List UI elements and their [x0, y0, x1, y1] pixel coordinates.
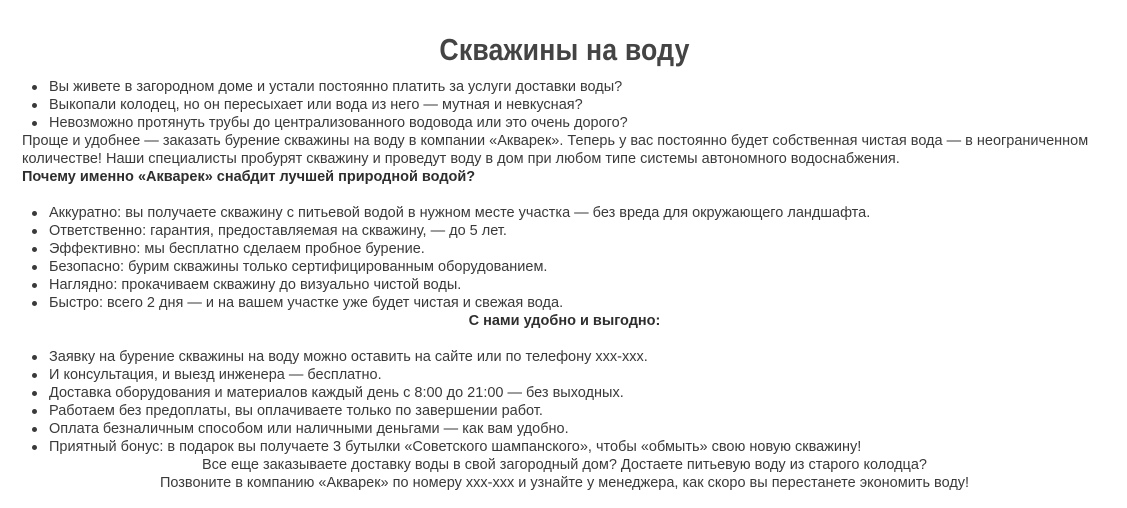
convenient-heading: С нами удобно и выгодно: [468, 313, 661, 329]
list-item: Выкопали колодец, но он пересыхает или вода из него — мутная и невкусная? [49, 96, 1107, 114]
list-item: Доставка оборудования и материалов каждый день с 8:00 до 21:00 — без выходных. [49, 384, 1107, 402]
list-item: Оплата безналичным способом или наличными деньгами — как вам удобно. [49, 420, 1107, 438]
list-item: Аккуратно: вы получаете скважину с питьевой водой в нужном месте участка — без вреда для окружающего ландшафта. [49, 204, 1107, 222]
intro-list [22, 78, 1107, 132]
page-title: Скважины на воду [439, 32, 690, 67]
list-item: Ответственно: гарантия, предоставляемая на скважину, — до 5 лет. [49, 222, 1107, 240]
convenient-list [22, 348, 1107, 456]
list-item: Безопасно: бурим скважины только сертифицированным оборудованием. [49, 258, 1107, 276]
why-heading: Почему именно «Акварек» снабдит лучшей природной водой? [22, 169, 476, 185]
list-item: Приятный бонус: в подарок вы получаете 3 бутылки «Советского шампанского», чтобы «обмыть» свою новую скважину! [49, 438, 1107, 456]
intro-paragraph: Проще и удобнее — заказать бурение скважины на воду в компании «Акварек». Теперь у вас постоянно будет собственная чистая вода — в неограниченном количестве! Наши специалисты пробурят скважину и проведут воду в дом при любом типе системы автономного водоснабжения. [22, 133, 1089, 167]
list-item: И консультация, и выезд инженера — бесплатно. [49, 366, 1107, 384]
spacer [22, 186, 1107, 204]
why-list [22, 204, 1107, 312]
list-item: Заявку на бурение скважины на воду можно оставить на сайте или по телефону ххх-ххх. [49, 348, 1107, 366]
list-item: Невозможно протянуть трубы до централизованного водовода или это очень дорого? [49, 114, 1107, 132]
list-item: Наглядно: прокачиваем скважину до визуально чистой воды. [49, 276, 1107, 294]
list-item: Работаем без предоплаты, вы оплачиваете только по завершении работ. [49, 402, 1107, 420]
closing-call-to-action: Позвоните в компанию «Акварек» по номеру ххх-ххх и узнайте у менеджера, как скоро вы перестанете экономить воду! [159, 475, 970, 491]
list-item: Эффективно: мы бесплатно сделаем пробное бурение. [49, 240, 1107, 258]
closing-question: Все еще заказываете доставку воды в свой загородный дом? Достаете питьевую воду из старого колодца? [202, 457, 927, 473]
spacer [22, 330, 1107, 348]
article [22, 28, 1107, 492]
list-item: Вы живете в загородном доме и устали постоянно платить за услуги доставки воды? [49, 78, 1107, 96]
list-item: Быстро: всего 2 дня — и на вашем участке уже будет чистая и свежая вода. [49, 294, 1107, 312]
